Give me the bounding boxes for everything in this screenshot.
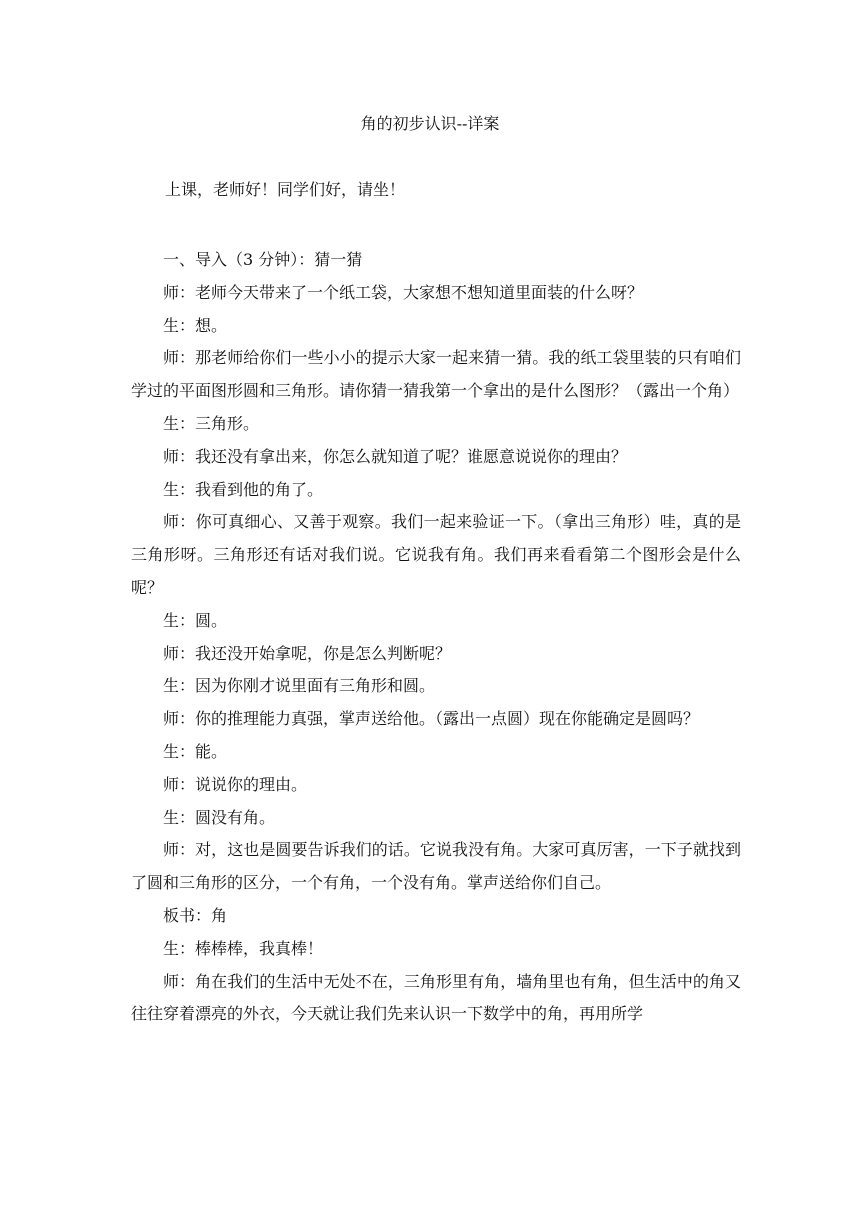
- paragraph: 生：圆没有角。: [163, 807, 276, 827]
- paragraph: 生：三角形。: [163, 413, 260, 433]
- document-title: 角的初步认识--详案: [360, 114, 500, 133]
- paragraph: 生：想。: [163, 315, 228, 335]
- paragraph: 师：说说你的理由。: [163, 774, 308, 794]
- paragraph: 师：老师今天带来了一个纸工袋，大家想不想知道里面装的什么呀？: [163, 282, 644, 302]
- paragraph: 师：我还没有拿出来，你怎么就知道了呢？谁愿意说说你的理由？: [163, 446, 628, 466]
- paragraph: 生：棒棒棒，我真棒！: [163, 938, 324, 958]
- document-body: [131, 244, 741, 1031]
- paragraph: 生：能。: [163, 741, 228, 761]
- paragraph: 师：你的推理能力真强，掌声送给他。（露出一点圆）现在你能确定是圆吗？: [163, 709, 700, 729]
- paragraph: 师：对，这也是圆要告诉我们的话。它说我没有角。大家可真厉害，一下子就找到了圆和三角形的区分，一个有角，一个没有角。掌声送给你们自己。: [131, 840, 741, 893]
- paragraph: 师：那老师给你们一些小小的提示大家一起来猜一猜。我的纸工袋里装的只有咱们学过的平面图形圆和三角形。请你猜一猜我第一个拿出的是什么图形？（露出一个角）: [131, 348, 741, 401]
- paragraph: 师：角在我们的生活中无处不在，三角形里有角，墙角里也有角，但生活中的角又往往穿着漂亮的外衣，今天就让我们先来认识一下数学中的角，再用所学: [131, 971, 741, 1024]
- paragraph: 板书：角: [163, 905, 228, 925]
- greeting-line: 上课，老师好！同学们好，请坐！: [165, 180, 406, 199]
- paragraph: 生：因为你刚才说里面有三角形和圆。: [163, 676, 436, 696]
- paragraph: 生：圆。: [163, 610, 228, 630]
- paragraph: 生：我看到他的角了。: [163, 479, 324, 499]
- paragraph: 师：你可真细心、又善于观察。我们一起来验证一下。（拿出三角形）哇，真的是三角形呀。三角形还有话对我们说。它说我有角。我们再来看看第二个图形会是什么呢？: [131, 512, 741, 597]
- section-heading: 一、导入（3 分钟）：猜一猜: [163, 250, 363, 269]
- paragraph: 师：我还没开始拿呢，你是怎么判断呢？: [163, 643, 452, 663]
